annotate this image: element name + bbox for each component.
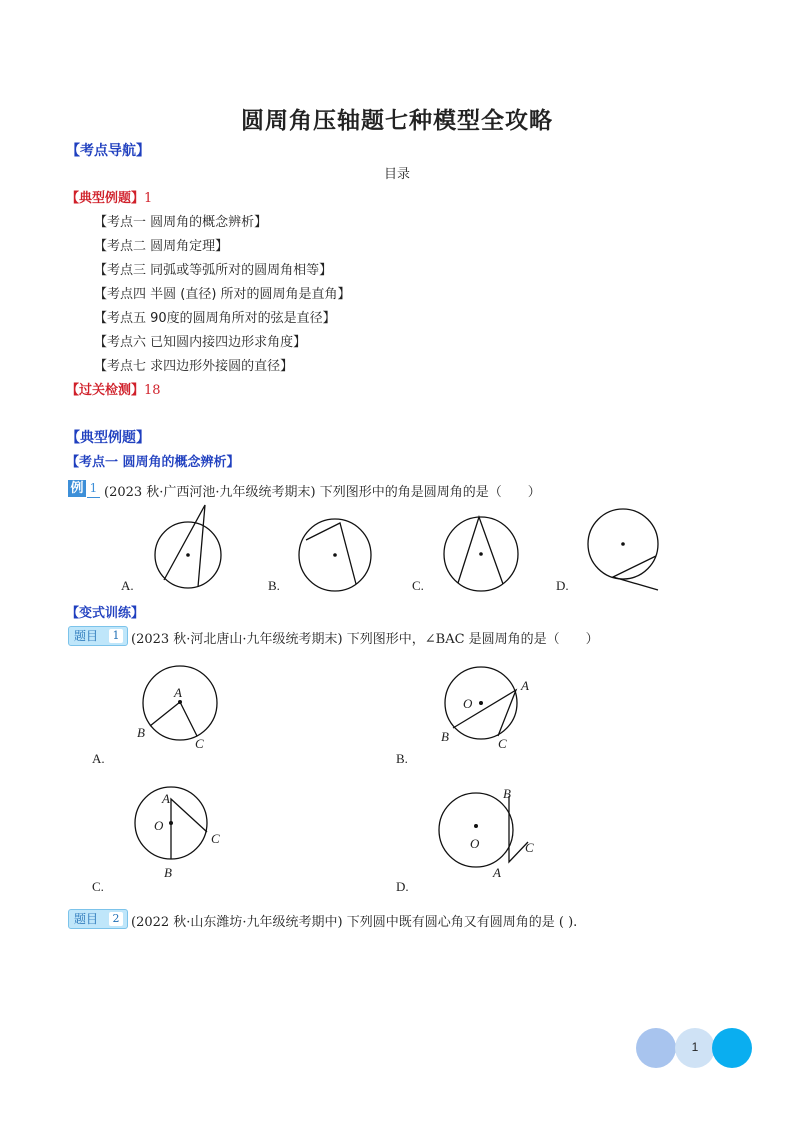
- label-c-point-b: B: [164, 865, 172, 880]
- page-title: 圆周角压轴题七种模型全攻略: [241, 108, 553, 134]
- question1-text: (2023 秋·河北唐山·九年级统考期末) 下列图形中，∠BAC 是圆周角的是（ ）: [131, 632, 599, 647]
- page-circle-left: [636, 1028, 676, 1068]
- question1-figure-c: [135, 787, 220, 880]
- example1-text: (2023 秋·广西河池·九年级统考期末) 下列图形中的角是圆周角的是（ ）: [104, 485, 541, 500]
- toc-title: 目录: [383, 167, 410, 182]
- label-c-point-a: A: [162, 791, 170, 806]
- question1-figure-b: [441, 667, 529, 751]
- toc-item-5[interactable]: 【考点五 90度的圆周角所对的弦是直径】: [94, 311, 336, 326]
- example-badge-number: 1: [87, 480, 100, 498]
- example-badge: [68, 480, 100, 497]
- label-d-point-c: C: [525, 840, 534, 855]
- example-badge-label: 例: [68, 480, 86, 497]
- label-d-point-o: O: [470, 836, 480, 851]
- toc-item-3[interactable]: 【考点三 同弧或等弧所对的圆周角相等】: [94, 263, 333, 278]
- example1-figure-a: [155, 505, 221, 588]
- question1-option-d: D.: [396, 879, 409, 894]
- question2-badge-number: 2: [109, 912, 123, 926]
- question2-badge-label: 题目: [74, 912, 99, 926]
- toc-item-4[interactable]: 【考点四 半圆 (直径) 所对的圆周角是直角】: [94, 287, 351, 302]
- question1-badge: [68, 626, 128, 646]
- toc-check-page: 18: [144, 383, 161, 398]
- toc-examples-entry[interactable]: [66, 187, 152, 206]
- nav-header: 【考点导航】: [66, 143, 150, 159]
- label-b-point-b: B: [441, 729, 449, 744]
- page-circle-right: [712, 1028, 752, 1068]
- question2-badge: [68, 909, 128, 929]
- example1-option-c: C.: [412, 578, 424, 593]
- topic1-header: 【考点一 圆周角的概念辨析】: [66, 455, 240, 470]
- label-d-point-b: B: [503, 786, 511, 801]
- question1-figures: [0, 650, 794, 900]
- label-a-point-a: A: [174, 685, 182, 700]
- example1-figure-c: [444, 517, 518, 591]
- toc-check-label: 【过关检测】: [66, 383, 145, 398]
- example1-option-d: D.: [556, 578, 569, 593]
- question1-option-c: C.: [92, 879, 104, 894]
- example1-option-b: B.: [268, 578, 280, 593]
- question2-text: (2022 秋·山东潍坊·九年级统考期中) 下列圆中既有圆心角又有圆周角的是 ( ).: [131, 915, 578, 930]
- page-number-badge: [636, 1028, 752, 1068]
- toc-check-entry[interactable]: [66, 379, 161, 398]
- example1-figures: [0, 500, 794, 600]
- toc-item-1[interactable]: 【考点一 圆周角的概念辨析】: [94, 215, 268, 230]
- question1-figure-d: [439, 786, 534, 880]
- toc-examples-label: 【典型例题】: [66, 191, 145, 206]
- toc-item-7[interactable]: 【考点七 求四边形外接圆的直径】: [94, 359, 294, 374]
- label-b-point-c: C: [498, 736, 507, 751]
- example1-option-a: A.: [121, 578, 134, 593]
- toc-examples-page: 1: [144, 191, 153, 206]
- variant-header: 【变式训练】: [66, 606, 145, 621]
- section-header: 【典型例题】: [66, 430, 150, 446]
- label-a-point-b: B: [137, 725, 145, 740]
- example1-figure-d: [588, 509, 658, 590]
- question1-option-a: A.: [92, 751, 105, 766]
- label-c-point-c: C: [211, 831, 220, 846]
- question1-badge-label: 题目: [74, 629, 99, 643]
- label-d-point-a: A: [493, 865, 501, 880]
- label-c-point-o: O: [154, 818, 164, 833]
- toc-item-6[interactable]: 【考点六 已知圆内接四边形求角度】: [94, 335, 307, 350]
- label-b-point-a: A: [521, 678, 529, 693]
- page-number: 1: [691, 1040, 699, 1054]
- label-b-point-o: O: [463, 696, 473, 711]
- toc-item-2[interactable]: 【考点二 圆周角定理】: [94, 239, 229, 254]
- question1-option-b: B.: [396, 751, 408, 766]
- example1-figure-b: [299, 519, 371, 591]
- label-a-point-c: C: [195, 736, 204, 751]
- question1-figure-a: [137, 666, 217, 751]
- question1-badge-number: 1: [109, 629, 123, 643]
